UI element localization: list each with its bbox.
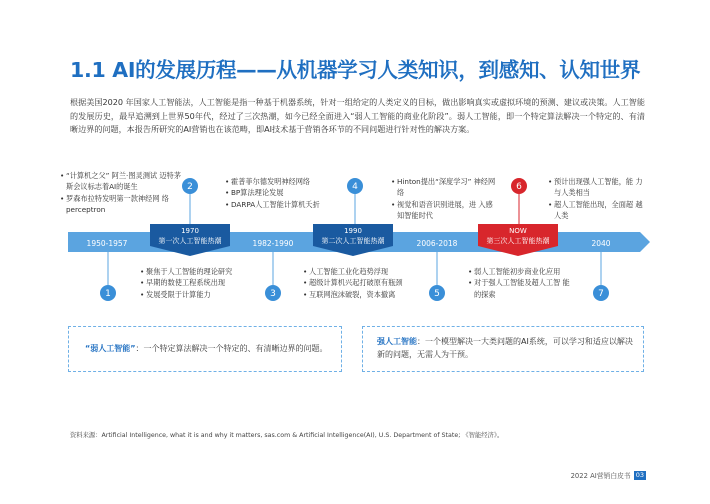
milestone-2 [60,170,185,216]
period-label: 2040 [591,239,611,248]
milestone-item: • DARPA人工智能计算机夭折 [225,199,320,210]
milestone-item: • 超级计算机兴起打破原有瓶颈 [303,277,402,288]
weak-ai-box [68,326,342,372]
milestone-6 [391,176,499,222]
page-title: 1.1 AI的发展历程——从机器学习人类知识，到感知、认知世界 [70,58,641,82]
period-label: 1970 [181,227,199,235]
strong-ai-definition: ：一个模型解决一大类问题的AI系统，可以学习和适应以解决新的问题，无需人为干预。 [377,337,633,359]
milestone-4 [225,176,320,210]
milestone-item: • 互联网泡沫破裂，资本撤离 [303,289,402,300]
milestone-7 [548,176,644,222]
milestone-1 [140,266,232,300]
period-label: NOW [509,227,527,235]
milestone-item: • 发展受限于计算能力 [140,289,232,300]
milestone-3 [303,266,402,300]
marker-number: 3 [270,289,276,299]
milestone-item: • 视觉和语音识别进展，进 入感知智能时代 [391,199,499,222]
footer-text: 2022 AI营销白皮书 [570,472,631,480]
marker-number: 7 [598,289,604,299]
marker-number: 5 [434,289,440,299]
milestone-5 [468,266,576,300]
period-label: 2006-2018 [416,239,458,248]
milestone-item: • 罗森布拉特发明第一款神经网 络perceptron [60,193,185,216]
wave-label: 第二次人工智能热潮 [321,237,385,245]
intro-paragraph: 根据美国2020 年国家人工智能法，人工智能是指一种基于机器系统，针对一组给定的人类定义的目标，做出影响真实或虚拟环境的预测、建议或决策。人工智能的发展历史，最早追溯到上世界50年代，经过了三次热潮，如今已经全面进入“弱人工智能的商业化阶段”。弱人工智能，即一个特定算法解决一个特定的、有清晰边界的问题，本报告所研究的AI营销也在该范畴，即AI技术基于营销各环节的不同问题进行针对性的解决方案。 [70,97,645,134]
page-footer [571,470,646,480]
milestone-item: • “计算机之父” 阿兰·图灵测试 迈特茅斯会议标志着AI的诞生 [60,170,185,193]
marker-number: 4 [352,182,358,192]
milestone-item: • 聚焦于人工智能的理论研究 [140,266,232,277]
marker-number: 6 [516,182,522,192]
milestone-item: • 对于强人工智能及超人工智 能的探索 [468,277,576,300]
wave-label: 第三次人工智能热潮 [486,237,550,245]
strong-ai-box [362,326,644,372]
marker-number: 1 [105,289,111,299]
milestone-item: • 早期的数使工程系统出现 [140,277,232,288]
milestone-item: • 弱人工智能初步商业化应用 [468,266,576,277]
wave-label: 第一次人工智能热潮 [158,237,222,245]
period-label: 1950-1957 [86,239,128,248]
period-label: 1982-1990 [252,239,294,248]
milestone-item: • 预计出现强人工智能，能 力与人类相当 [548,176,644,199]
milestone-item: • Hinton提出“深度学习” 神经网络 [391,176,499,199]
weak-ai-text [69,327,341,355]
marker-number: 2 [187,182,193,192]
weak-ai-term: “弱人工智能” [85,344,136,353]
milestone-item: • 超人工智能出现，全面超 越人类 [548,199,644,222]
source-note: 资料来源：Artificial Intelligence, what it is and why it matters, sas.com & Artificial Intelligence(AI), U.S. Department of State; 《智能经济》。 [70,432,504,439]
milestone-item: • BP算法理论发展 [225,187,320,198]
milestone-item: • 人工智能工业化趋势浮现 [303,266,402,277]
period-label: 1990 [344,227,362,235]
milestone-item: • 霍普菲尔德发明神经网络 [225,176,320,187]
weak-ai-definition: ：一个特定算法解决一个特定的、有清晰边界的问题。 [135,344,328,353]
strong-ai-text [363,327,643,361]
strong-ai-term: 强人工智能 [377,337,417,346]
page-number: 03 [635,470,644,479]
